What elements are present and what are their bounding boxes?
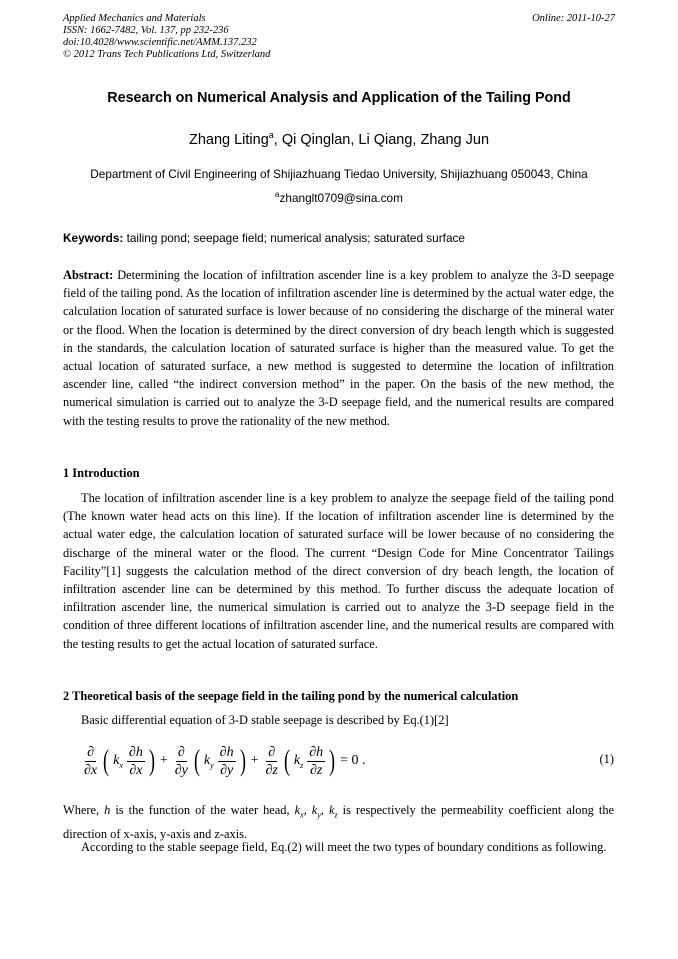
section-2-where: Where, h is the function of the water head, $k_x$, $k_y$, $k_z$ is respectively the permeability coefficient along the direction of x-axis, y-axis and z-axis. [63, 803, 615, 841]
symbol-k: $k_x$, $k_y$, $k_z$ [294, 803, 338, 820]
online-date: Online: 2011-10-27 [532, 13, 615, 24]
equation-1 [80, 740, 614, 782]
author-affil-mark: a [268, 130, 274, 140]
eq-partial-x: $\frac{\partial}{\partial x}$ [84, 744, 98, 778]
keywords-text: tailing pond; seepage field; numerical analysis; saturated surface [123, 231, 465, 245]
section-1-heading: 1 Introduction [63, 466, 140, 480]
affiliation: Department of Civil Engineering of Shijiazhuang Tiedao University, Shijiazhuang 050043, China [90, 167, 588, 181]
keywords-label: Keywords: [63, 231, 124, 245]
section-2-intro: Basic differential equation of 3-D stable seepage is described by Eq.(1)[2] [81, 713, 449, 727]
section-2-heading: 2 Theoretical basis of the seepage field in the tailing pond by the numerical calculation [63, 689, 519, 703]
section-1-text: The location of infiltration ascender line is a key problem to analyze the seepage field of the tailing pond (The known water head acts on this line). If the location of infiltration ascender line is determined by the actual water edge, the calculation location of saturated surface will be lower because of no considering the discharge of the mineral water or the flood. The current “Design Code for Mine Concentrator Tailings Facility”[1] suggests the calculation method of the direct conversion of dry beach length, the location of infiltration ascender line can be determined by this method. To further discuss the adequate location of infiltration ascender line, the numerical simulation is carried out to analyze the 3-D seepage field in the condition of three different locations of infiltration ascender line, and the numerical results are compared with the testing results to get the actual location of saturated surface. [63, 491, 614, 651]
abstract-label: Abstract: [63, 268, 114, 282]
equation-body: $\frac{\partial}{\partial x}$ ( $k_x$ $\frac{\partial h}{\partial x}$ ) + $\frac{\partial}{\partial y}$ ( $k_y$ $\frac{\partial h}{\partial y}$ ) + $\frac{\partial}{\partial z}$ ( $k_z$ $\frac{\partial h}{\partial z}$ ) = 0 . [84, 744, 366, 778]
keywords [63, 231, 465, 245]
paper-title: Research on Numerical Analysis and Application of the Tailing Pond [107, 90, 571, 106]
eq-partial-y: $\frac{\partial}{\partial y}$ [174, 744, 188, 778]
section-2-closing: According to the stable seepage field, Eq.(2) will meet the two types of boundary conditions as following. [81, 840, 607, 854]
journal-header [63, 13, 270, 61]
copyright-line: © 2012 Trans Tech Publications Ltd, Switzerland [63, 49, 271, 60]
email-affil-mark: a [275, 190, 280, 199]
other-authors: , Qi Qinglan, Li Qiang, Zhang Jun [273, 131, 490, 148]
eq-partial-z: $\frac{\partial}{\partial z}$ [265, 744, 278, 778]
abstract [63, 266, 614, 430]
journal-name: Applied Mechanics and Materials [63, 13, 206, 24]
first-author: Zhang Liting [188, 131, 269, 148]
equation-number: (1) [599, 752, 614, 766]
doi-line: doi:10.4028/www.scientific.net/AMM.137.232 [63, 37, 257, 48]
symbol-h: h [104, 803, 111, 817]
issn-line: ISSN: 1662-7482, Vol. 137, pp 232-236 [63, 25, 229, 36]
author-list [40, 130, 638, 148]
abstract-text: Determining the location of infiltration ascender line is a key problem to analyze the 3-D seepage field of the tailing pond. As the location of infiltration ascender line is determined by the actual water edge, the calculation location of saturated surface is lower because of no considering the discharge of the mineral water or the flood. When the location is determined by the direct conversion of dry beach length which is suggested in the standards, the calculation location of saturated surface is higher than the measured value. To get the actual location of saturated surface, a new method is suggested to determine the location of infiltration ascender line, called “the indirect conversion method” in the paper. On the basis of the new method, the numerical simulation is carried out to analyze the 3-D seepage field, and the numerical results are compared with the testing results to prove the rationality of the new method. [63, 268, 614, 428]
email-line [40, 190, 638, 205]
email-address[interactable]: zhanglt0709@sina.com [279, 190, 403, 205]
